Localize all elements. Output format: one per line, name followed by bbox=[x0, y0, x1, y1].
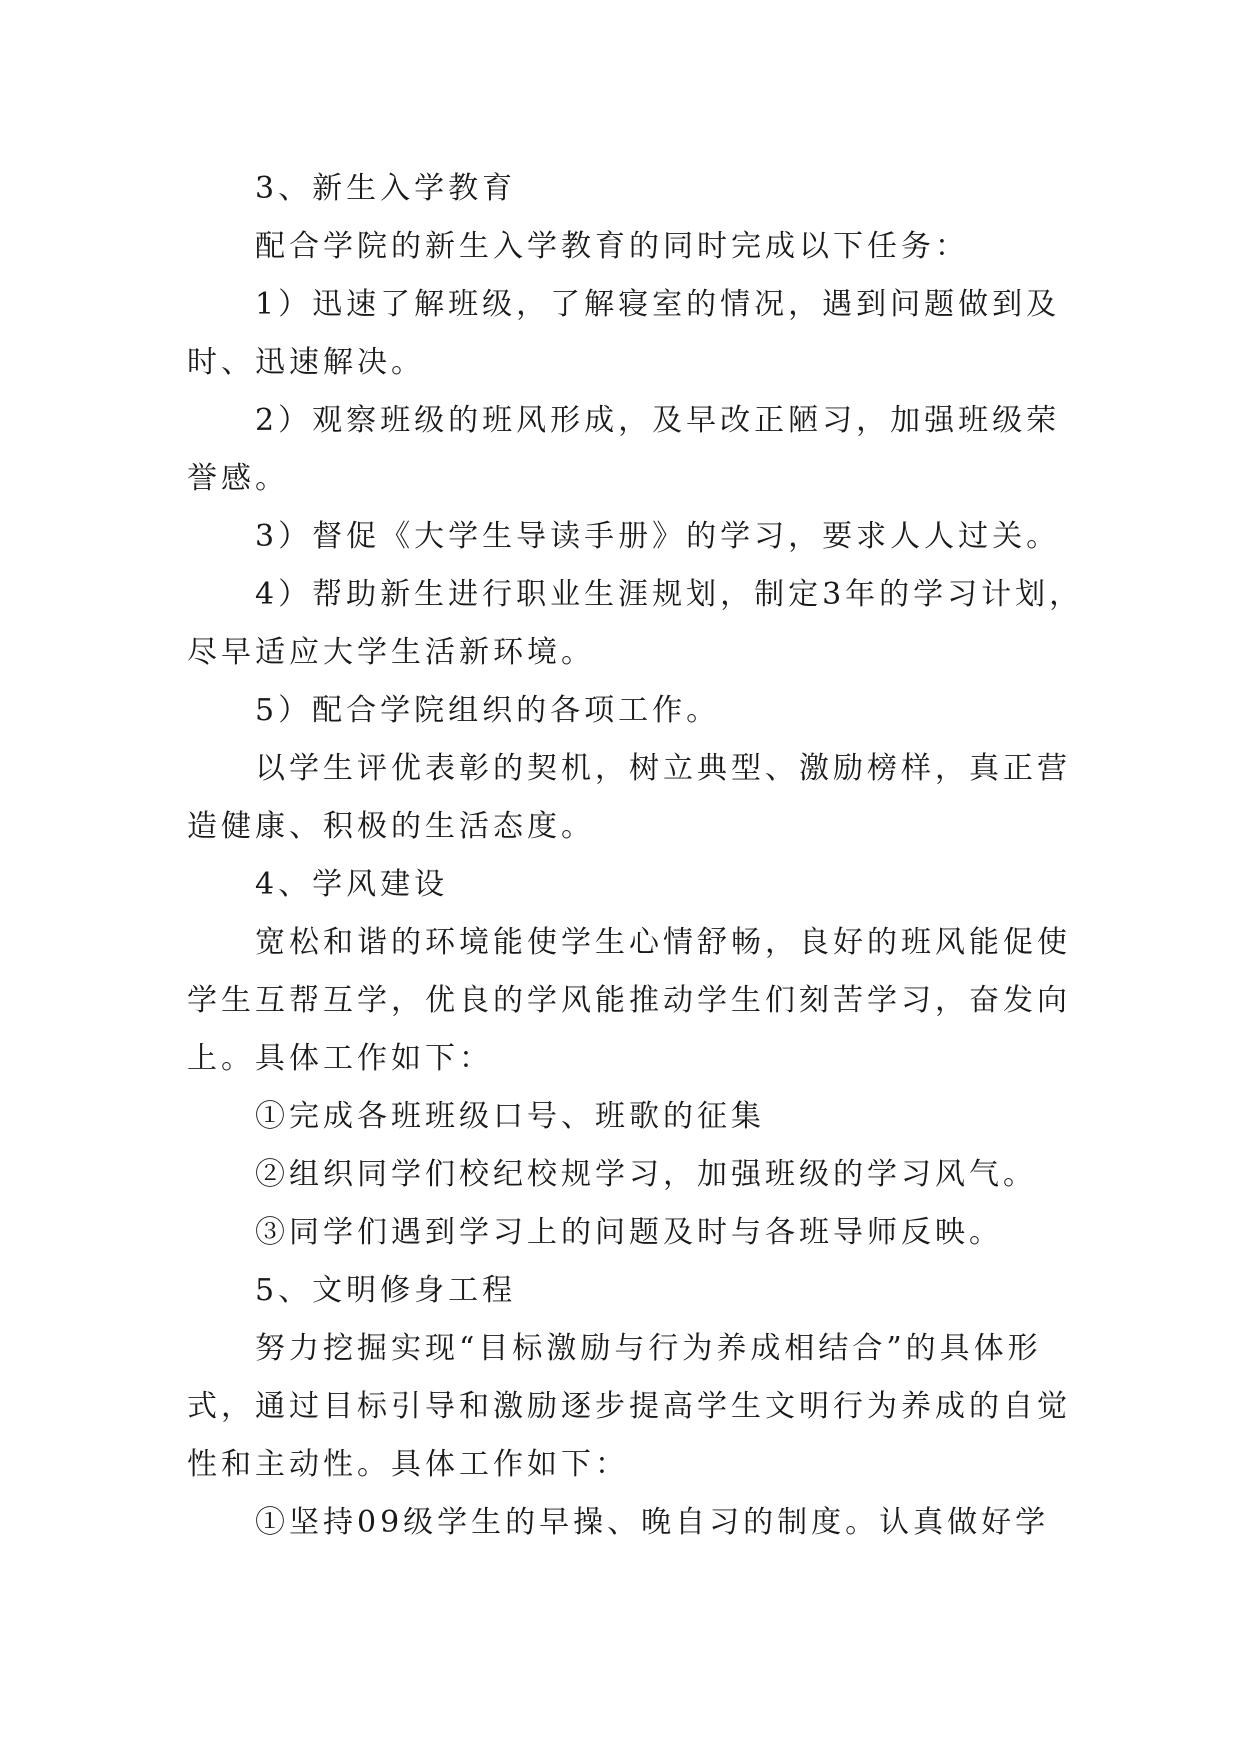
section-heading-study-style: 4、学风建设 bbox=[255, 867, 449, 902]
text-line: 配合学院的新生入学教育的同时完成以下任务： bbox=[255, 229, 969, 264]
section-heading-freshman-education: 3、新生入学教育 bbox=[255, 171, 517, 206]
list-item-line: 4）帮助新生进行职业生涯规划，制定3年的学习计划， bbox=[255, 577, 1084, 612]
list-item-line: 5）配合学院组织的各项工作。 bbox=[255, 693, 721, 728]
list-item-line: ①坚持09级学生的早操、晚自习的制度。认真做好学 bbox=[255, 1505, 1050, 1540]
document-body bbox=[187, 160, 1084, 1552]
text-line: 誉感。 bbox=[187, 461, 289, 496]
text-line: 学生互帮互学，优良的学风能推动学生们刻苦学习，奋发向 bbox=[187, 983, 1071, 1018]
section-heading-civility-project: 5、文明修身工程 bbox=[255, 1273, 517, 1308]
text-line: 时、迅速解决。 bbox=[187, 345, 425, 380]
list-item-line: ③同学们遇到学习上的问题及时与各班导师反映。 bbox=[255, 1215, 1003, 1250]
list-item-line: ②组织同学们校纪校规学习，加强班级的学习风气。 bbox=[255, 1157, 1037, 1192]
list-item-line: 3）督促《大学生导读手册》的学习，要求人人过关。 bbox=[255, 519, 1061, 554]
text-line: 宽松和谐的环境能使学生心情舒畅，良好的班风能促使 bbox=[255, 925, 1071, 960]
text-line: 尽早适应大学生活新环境。 bbox=[187, 635, 595, 670]
list-item-line: 2）观察班级的班风形成，及早改正陋习，加强班级荣 bbox=[255, 403, 1061, 438]
text-line: 上。具体工作如下： bbox=[187, 1041, 493, 1076]
text-line: 努力挖掘实现“目标激励与行为养成相结合”的具体形 bbox=[255, 1331, 1042, 1366]
list-item-line: ①完成各班班级口号、班歌的征集 bbox=[255, 1099, 765, 1134]
text-line: 性和主动性。具体工作如下： bbox=[187, 1447, 629, 1482]
text-line: 以学生评优表彰的契机，树立典型、激励榜样，真正营 bbox=[255, 751, 1071, 786]
list-item-line: 1）迅速了解班级，了解寝室的情况，遇到问题做到及 bbox=[255, 287, 1061, 322]
text-line: 造健康、积极的生活态度。 bbox=[187, 809, 595, 844]
text-line: 式，通过目标引导和激励逐步提高学生文明行为养成的自觉 bbox=[187, 1389, 1071, 1424]
